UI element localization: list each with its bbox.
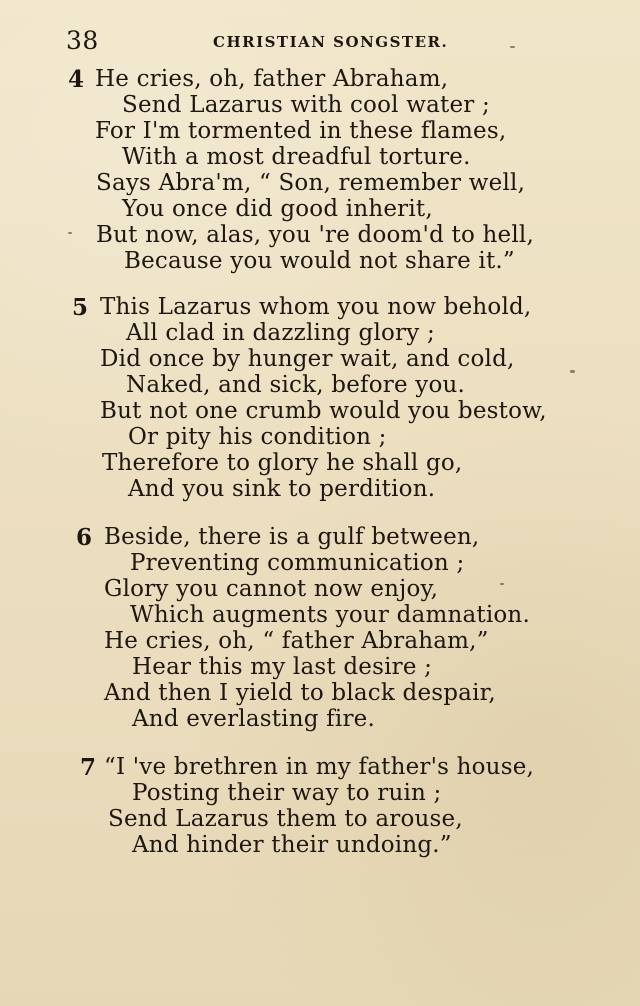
verse-line: Hear this my last desire ; — [132, 654, 433, 680]
verse-line: Send Lazarus them to arouse, — [108, 806, 463, 832]
verse-line: Preventing communication ; — [130, 550, 465, 576]
verse-line: But now, alas, you 're doom'd to hell, — [96, 222, 534, 248]
ink-speck — [68, 232, 72, 234]
ink-speck — [570, 370, 575, 373]
verse-line: And then I yield to black despair, — [104, 680, 496, 706]
verse-line: And everlasting fire. — [132, 706, 375, 732]
stanza-number-text: 5 — [72, 294, 89, 321]
verse-line: And you sink to perdition. — [128, 476, 436, 502]
verse-line: But not one crumb would you bestow, — [100, 398, 547, 424]
verse-line: Because you would not share it.” — [124, 248, 515, 274]
stanza-number — [80, 756, 96, 780]
verse-line: Posting their way to ruin ; — [132, 780, 442, 806]
page-header — [66, 26, 566, 54]
verse-line: With a most dreadful torture. — [122, 144, 471, 170]
running-title: CHRISTIAN SONGSTER. — [213, 33, 449, 51]
stanza-number — [76, 526, 92, 550]
verse-line: Or pity his condition ; — [128, 424, 387, 450]
stanza-number — [68, 68, 84, 92]
verse-line: Beside, there is a gulf between, — [104, 524, 480, 550]
verse-line: Send Lazarus with cool water ; — [122, 92, 490, 118]
stanza-number — [72, 296, 88, 320]
verse-line: And hinder their undoing.” — [132, 832, 452, 858]
verse-line: Naked, and sick, before you. — [126, 372, 466, 398]
verse-line: Therefore to glory he shall go, — [102, 450, 463, 476]
verse-line: This Lazarus whom you now behold, — [100, 294, 532, 320]
stanza-number-text: 6 — [76, 524, 93, 551]
verse-line: Which augments your damnation. — [130, 602, 530, 628]
verse-line: He cries, oh, father Abraham, — [95, 66, 449, 92]
verse-line: For I'm tormented in these flames, — [95, 118, 507, 144]
verse-line: You once did good inherit, — [122, 196, 433, 222]
stanza-number-text: 7 — [80, 754, 97, 781]
verse-line: Says Abra'm, “ Son, remember well, — [96, 170, 526, 196]
ink-speck — [500, 583, 504, 585]
verse-line: Did once by hunger wait, and cold, — [100, 346, 515, 372]
verse-line: Glory you cannot now enjoy, — [104, 576, 439, 602]
stanza-number-text: 4 — [68, 66, 85, 93]
verse-line: He cries, oh, “ father Abraham,” — [104, 628, 489, 654]
verse-line: “I 've brethren in my father's house, — [104, 754, 535, 780]
page-number: 38 — [66, 26, 99, 55]
verse-line: All clad in dazzling glory ; — [126, 320, 435, 346]
